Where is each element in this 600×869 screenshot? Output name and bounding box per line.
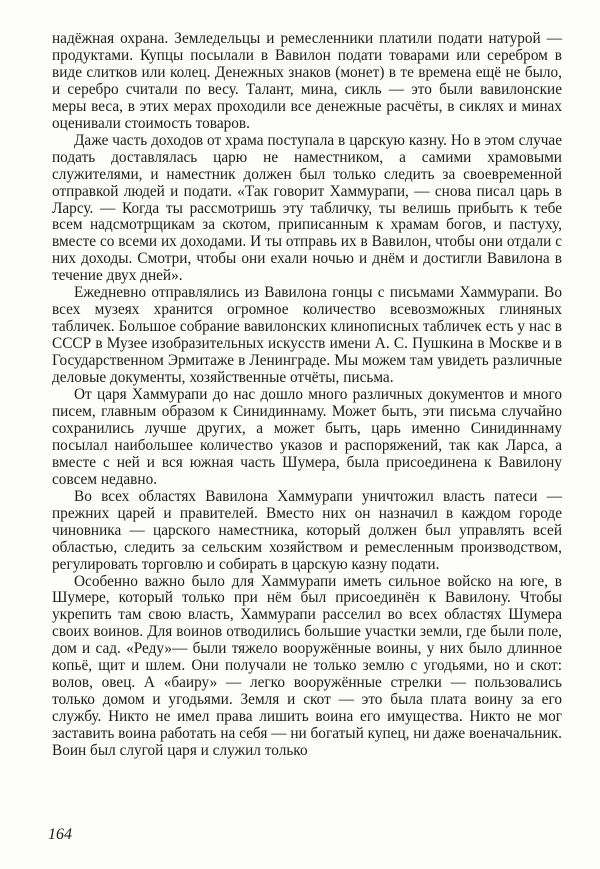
paragraph-2: Даже часть доходов от храма поступала в царскую казну. Но в этом случае подать доставлялась царю не наместником, а самими храмовыми служителями, и наместник должен был только следить за своевременной отправкой людей и подати. «Так говорит Хаммурапи, — снова писал царь в Ларсу. — Когда ты рассмотришь эту табличку, ты велишь прибыть к тебе всем надсмотрщикам за скотом, приписанным к храмам богов, и пастуху, вместе со всеми их доходами. И ты отправь их в Вавилон, чтобы они отдали с них доходы. Смотри, чтобы они ехали ночью и днём и достигли Вавилона в течение двух дней». [52, 131, 562, 285]
page-number: 164 [48, 826, 72, 843]
page-text [52, 31, 562, 760]
paragraph-1: надёжная охрана. Земледельцы и ремесленники платили подати натурой — продуктами. Купцы посылали в Вавилон подати товарами или серебром в виде слитков или колец. Денежных знаков (монет) в те времена ещё не было, и серебро считали по весу. Талант, мина, сикль — это были вавилонские меры веса, в этих мерах проходили все денежные расчёты, в сиклях и минах оценивали стоимость товаров. [52, 30, 562, 132]
paragraph-6: Особенно важно было для Хаммурапи иметь сильное войско на юге, в Шумере, который только при нём был присоединён к Вавилону. Чтобы укрепить там свою власть, Хаммурапи расселил во всех областях Шумера своих воинов. Для воинов отводились большие участки земли, где были поле, дом и сад. «Реду»— были тяжело вооружённые воины, у них было длинное копьё, щит и шлем. Они получали не только землю с угодьями, но и скот: волов, овец. А «баиру» — легко вооружённые стрелки — пользовались только домом и угодьями. Земля и скот — это была плата воину за его службу. Никто не имел права лишить воина его имущества. Никто не мог заставить воина работать на себя — ни богатый купец, ни даже военачальник. Воин был слугой царя и служил только [52, 572, 562, 760]
paragraph-5: Во всех областях Вавилона Хаммурапи уничтожил власть патеси — прежних царей и правителей. Вместо них он назначил в каждом городе чиновника — царского наместника, который должен был управлять всей областью, следить за сельским хозяйством и ремесленным производством, регулировать торговлю и собирать в царскую казну подати. [52, 487, 562, 573]
paragraph-3: Ежедневно отправлялись из Вавилона гонцы с письмами Хаммурапи. Во всех музеях хранится огромное количество всевозможных глиняных табличек. Большое собрание вавилонских клинописных табличек есть у нас в СССР в Музее изобразительных искусств имени А. С. Пушкина в Москве и в Государственном Эрмитаже в Ленинграде. Мы можем там увидеть различные деловые документы, хозяйственные отчёты, письма. [52, 284, 562, 387]
paragraph-4: От царя Хаммурапи до нас дошло много различных документов и много писем, главным образом к Синидиннаму. Может быть, эти письма случайно сохранились лучше других, а может быть, царь именно Синидиннаму посылал наибольшее количество указов и распоряжений, так как Ларса, а вместе с ней и вся южная часть Шумера, была присоединена к Вавилону совсем недавно. [52, 386, 562, 488]
